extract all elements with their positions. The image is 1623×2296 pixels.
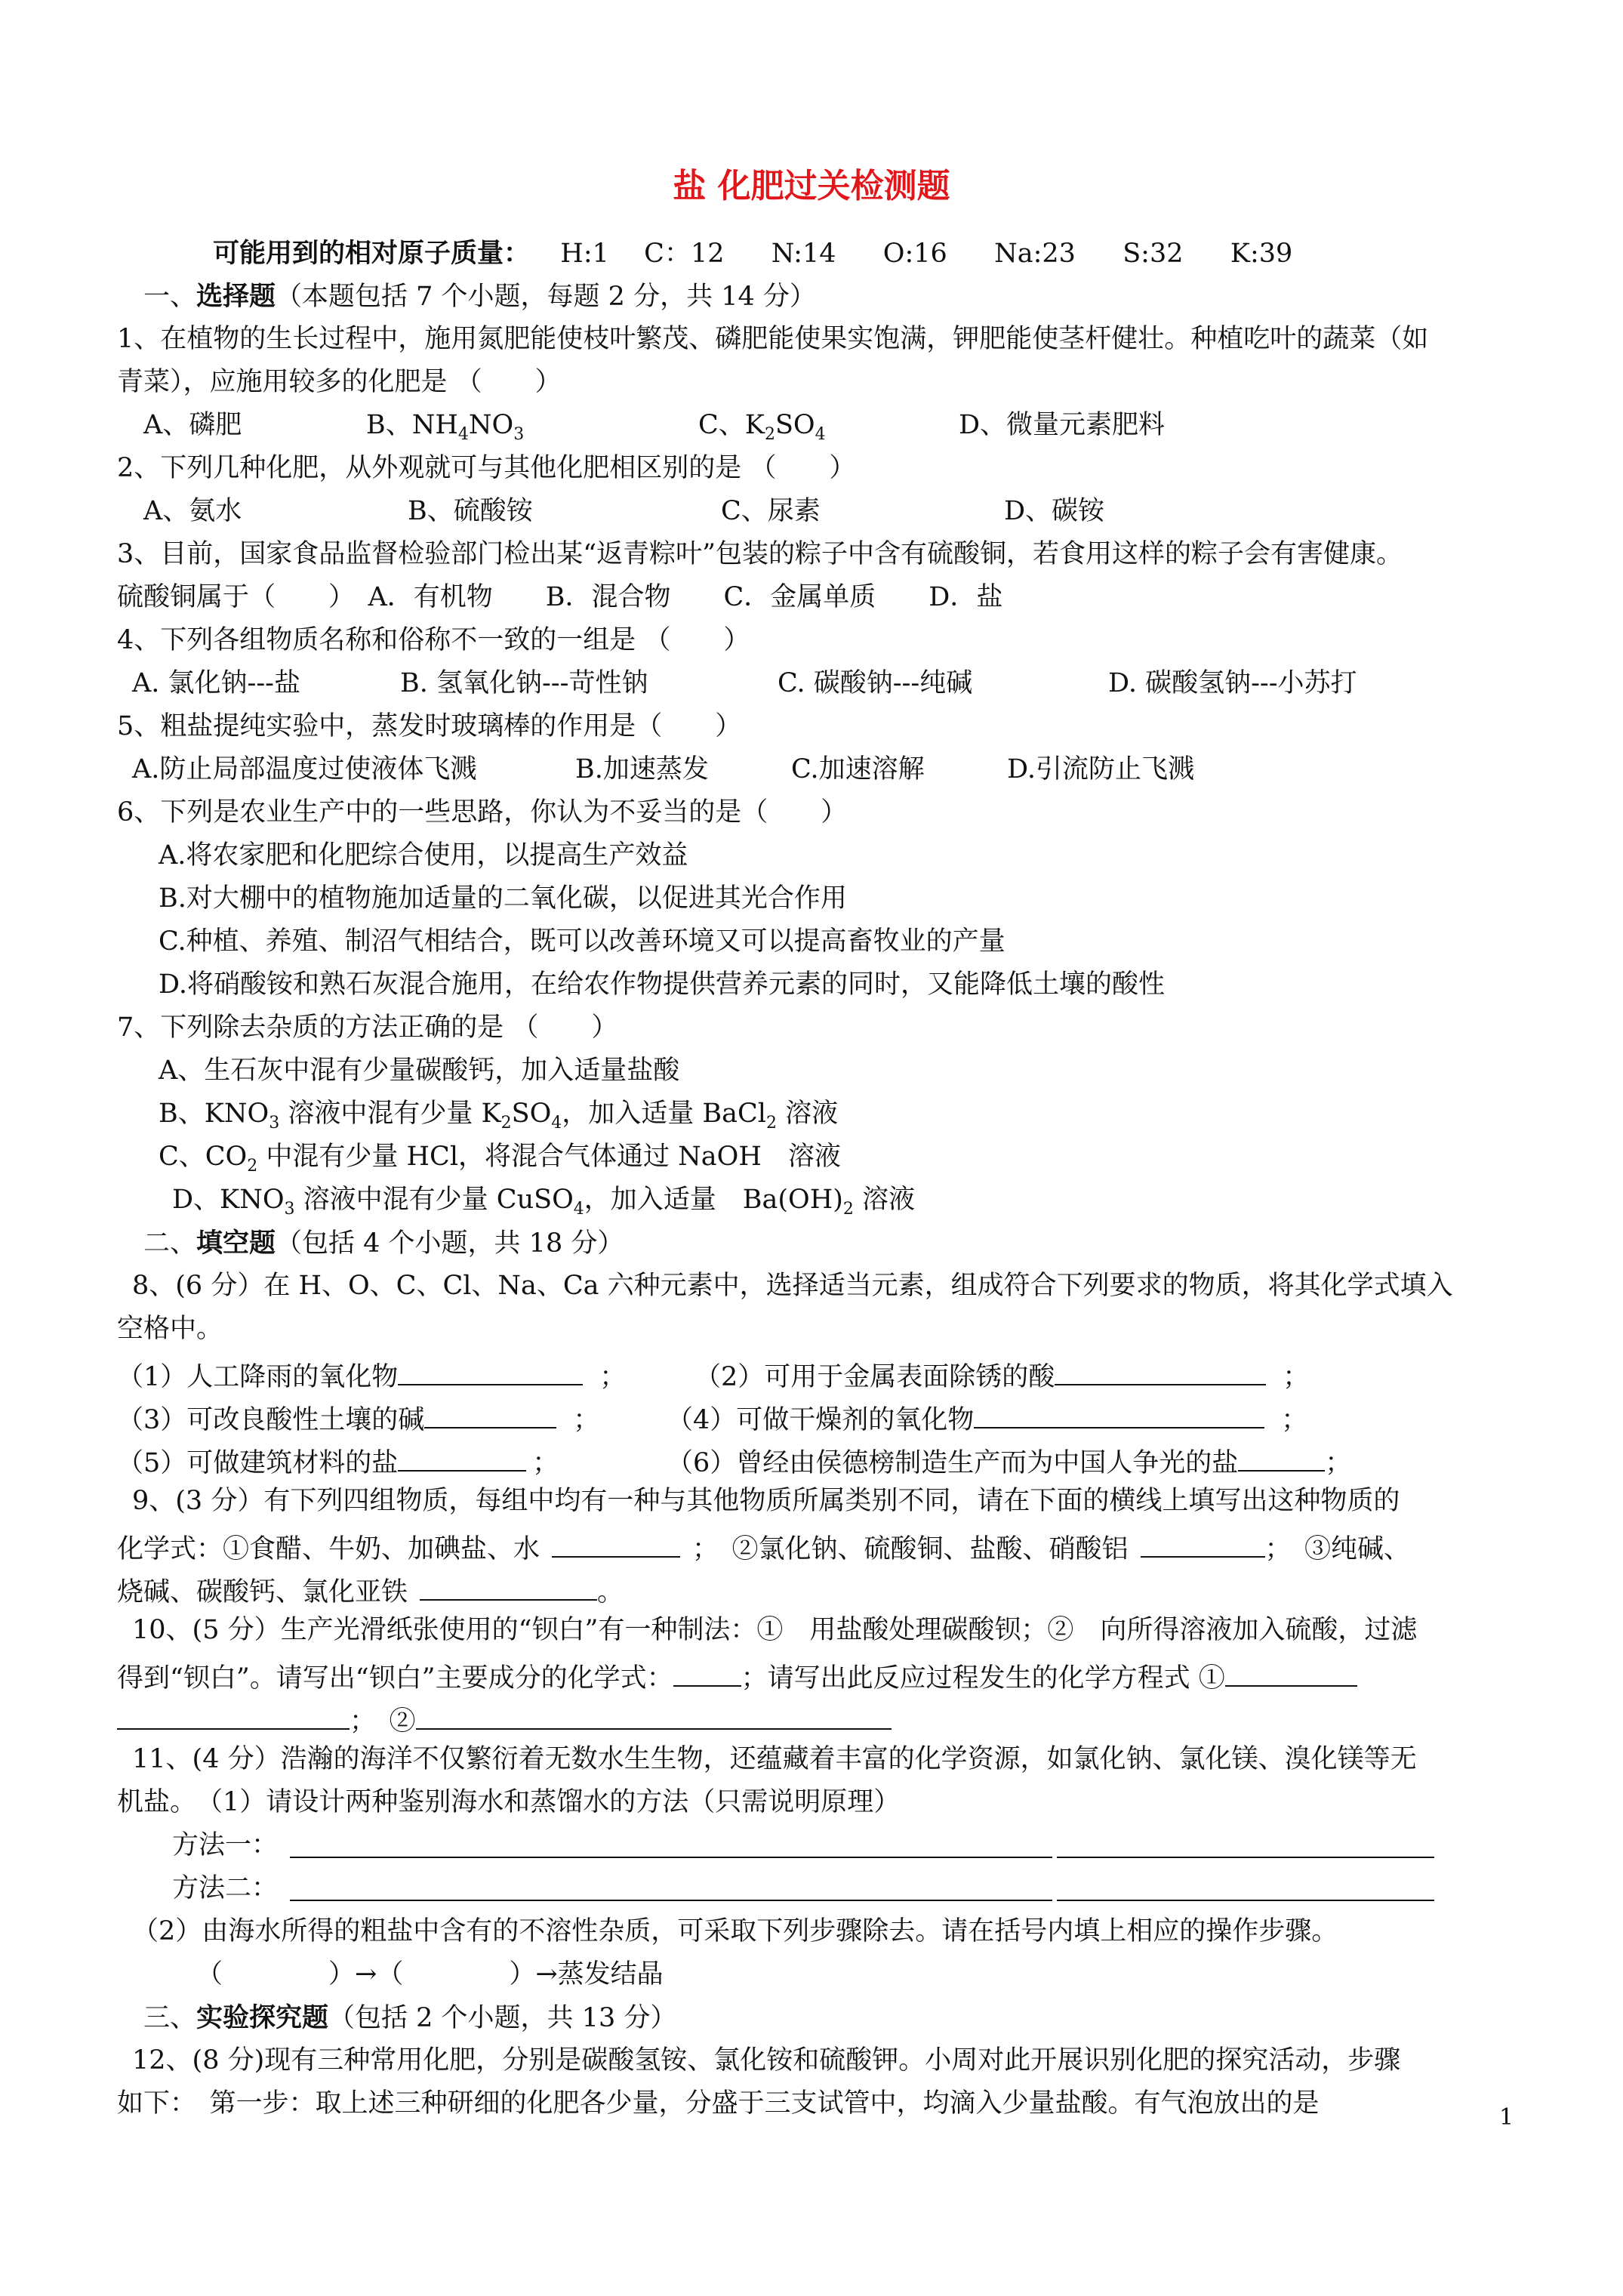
q4-option-d: D. 碳酸氢钠---小苏打: [1108, 668, 1357, 698]
section-1-name: 选择题: [196, 281, 276, 312]
section-3-desc: （包括 2 个小题，共 13 分）: [328, 2003, 677, 2033]
q7-option-a: A、生石灰中混有少量碳酸钙，加入适量盐酸: [159, 1056, 680, 1086]
q7-stem: 7、下列除去杂质的方法正确的是 （ ）: [117, 1012, 618, 1043]
q8-stem-line2: 空格中。: [117, 1314, 223, 1344]
atomic-mass-k: K:39: [1230, 239, 1293, 269]
q9-stem-line2: 化学式：①食醋、牛奶、加碘盐、水 ； ②氯化钠、硫酸铜、盐酸、硝酸铝 ； ③纯碱、: [117, 1523, 1410, 1571]
q10-stem-line1: 10、(5 分）生产光滑纸张使用的“钡白”有一种制法：① 用盐酸处理碳酸钡；② 向所得溶液加入硫酸，过滤: [132, 1615, 1418, 1645]
section-3-num: 三、: [143, 2003, 197, 2033]
q10-stem-line3: ； ②: [117, 1695, 892, 1743]
q10-answer-blank-eq2[interactable]: [416, 1695, 892, 1730]
q2-option-d: D、碳铵: [1004, 496, 1105, 526]
q8-item-6: （6）曾经由侯德榜制造生产而为中国人争光的盐 ；: [667, 1437, 1351, 1485]
q10-answer-blank-formula[interactable]: [673, 1652, 741, 1687]
q5-option-b: B.加速蒸发: [575, 754, 709, 784]
q8-answer-blank-4[interactable]: [974, 1394, 1264, 1428]
q9-stem-line3: 烧碱、碳酸钙、氯化亚铁 。: [117, 1566, 624, 1614]
section-1-desc: （本题包括 7 个小题，每题 2 分，共 14 分）: [276, 282, 816, 312]
section-2-name: 填空题: [196, 1228, 276, 1259]
page-number: 1: [1499, 2104, 1514, 2131]
section-1-heading: [143, 275, 816, 319]
page-title: 盐 化肥过关检测题: [673, 167, 950, 205]
q8-answer-blank-5[interactable]: [398, 1437, 526, 1472]
q3-stem-line2: 硫酸铜属于（ ） A．有机物 B．混合物 C．金属单质 D．盐: [117, 582, 1003, 612]
q5-stem: 5、粗盐提纯实验中，蒸发时玻璃棒的作用是（ ）: [117, 711, 742, 741]
q8-answer-blank-1[interactable]: [398, 1351, 583, 1385]
atomic-mass-n: N:14: [771, 239, 836, 269]
q11-stem-line2: 机盐。 （1）请设计两种鉴别海水和蒸馏水的方法（只需说明原理）: [117, 1787, 901, 1817]
q11-method-2-label: 方法二：: [172, 1873, 279, 1903]
q9-stem-line1: 9、(3 分）有下列四组物质，每组中均有一种与其他物质所属类别不同，请在下面的横线上填写出这种物质的: [132, 1486, 1400, 1516]
q12-stem-line1: 12、(8 分)现有三种常用化肥，分别是碳酸氢铵、氯化铵和硫酸钾。小周对此开展识别化肥的探究活动，步骤: [132, 2045, 1401, 2076]
section-1-num: 一、: [143, 282, 197, 312]
atomic-mass-na: Na:23: [994, 239, 1076, 269]
q11-method-1-label: 方法一：: [172, 1830, 279, 1860]
q5-option-c: C.加速溶解: [791, 754, 925, 784]
q11-method-2-line-b[interactable]: [1057, 1900, 1434, 1901]
q11-steps: （ ）→（ ）→蒸发结晶: [196, 1959, 664, 1989]
q2-option-b: B、硫酸铵: [408, 496, 533, 526]
q11-method-2-line-a[interactable]: [290, 1900, 1052, 1901]
q11-stem-line1: 11、(4 分）浩瀚的海洋不仅繁衍着无数水生生物，还蕴藏着丰富的化学资源，如氯化钠、氯化镁、溴化镁等无: [132, 1744, 1417, 1774]
q6-option-c: C.种植、养殖、制沼气相结合，既可以改善环境又可以提高畜牧业的产量: [159, 926, 1006, 957]
q2-option-a: A、氨水: [143, 496, 242, 526]
q6-stem: 6、下列是农业生产中的一些思路，你认为不妥当的是（ ）: [117, 797, 848, 827]
q1-stem-line1: 1、在植物的生长过程中，施用氮肥能使枝叶繁茂、磷肥能使果实饱满，钾肥能使茎杆健壮。种植吃叶的蔬菜（如: [117, 324, 1429, 354]
atomic-mass-label: 可能用到的相对原子质量：: [213, 238, 531, 269]
q4-stem: 4、下列各组物质名称和俗称不一致的一组是 （ ）: [117, 625, 750, 655]
q10-answer-blank-eq1b[interactable]: [117, 1695, 350, 1730]
q6-option-b: B.对大棚中的植物施加适量的二氧化碳，以促进其光合作用: [159, 883, 847, 914]
q1-option-d: D、微量元素肥料: [959, 410, 1166, 440]
q6-option-d: D.将硝酸铵和熟石灰混合施用，在给农作物提供营养元素的同时，又能降低土壤的酸性: [159, 969, 1165, 1000]
q8-answer-blank-6[interactable]: [1238, 1437, 1325, 1472]
q1-option-b: B、$NH_4NO_3$: [366, 410, 525, 444]
q8-stem-line1: 8、(6 分）在 H、O、C、Cl、Na、Ca 六种元素中，选择适当元素，组成符合下列要求的物质，将其化学式填入: [132, 1271, 1453, 1301]
section-2-heading: [143, 1222, 624, 1265]
q7-option-b: B、$KNO_3$ 溶液中混有少量 $K_2SO_4$，加入适量 BaCl$_2$ 溶液: [159, 1099, 839, 1133]
q8-item-2: （2）可用于金属表面除锈的酸 ；: [694, 1351, 1309, 1399]
q2-stem: 2、下列几种化肥，从外观就可与其他化肥相区别的是 （ ）: [117, 453, 856, 483]
atomic-mass-line: [213, 232, 1292, 276]
q8-item-5: （5）可做建筑材料的盐 ；: [117, 1437, 559, 1485]
section-3-heading: [143, 1996, 676, 2040]
q10-answer-blank-eq1a[interactable]: [1225, 1652, 1357, 1687]
atomic-mass-h: H:1: [560, 239, 609, 269]
q9-answer-blank-3[interactable]: [420, 1566, 597, 1601]
atomic-mass-o: O:16: [882, 239, 947, 269]
q11-stem-line5: （2）由海水所得的粗盐中含有的不溶性杂质，可采取下列步骤除去。请在括号内填上相应的操作步骤。: [132, 1916, 1338, 1946]
q11-method-1-line-b[interactable]: [1057, 1857, 1434, 1858]
q8-answer-blank-3[interactable]: [424, 1394, 556, 1428]
q3-stem-line1: 3、目前，国家食品监督检验部门检出某“返青粽叶”包装的粽子中含有硫酸铜，若食用这样的粽子会有害健康。: [117, 539, 1403, 569]
q11-method-1-line-a[interactable]: [290, 1857, 1052, 1858]
q12-stem-line2: 如下： 第一步：取上述三种研细的化肥各少量，分盛于三支试管中，均滴入少量盐酸。有气泡放出的是: [117, 2088, 1320, 2119]
q9-answer-blank-2[interactable]: [1141, 1523, 1265, 1558]
q7-option-d: D、$KNO_3$ 溶液中混有少量 CuSO$_4$，加入适量 $Ba(OH)_2$ 溶液: [172, 1185, 916, 1219]
section-2-desc: （包括 4 个小题，共 18 分）: [276, 1228, 624, 1259]
q6-option-a: A.将农家肥和化肥综合使用，以提高生产效益: [159, 840, 688, 871]
q7-option-c: C、$CO_2$ 中混有少量 HCl，将混合气体通过 NaOH 溶液: [159, 1142, 841, 1176]
atomic-mass-s: S:32: [1123, 239, 1184, 269]
q1-option-c: C、$K_2SO_4$: [698, 410, 826, 444]
q10-stem-line2: 得到“钡白”。请写出“钡白”主要成分的化学式： ；请写出此反应过程发生的化学方程式 ①: [117, 1652, 1357, 1700]
section-3-name: 实验探究题: [196, 2002, 329, 2033]
q4-option-c: C. 碳酸钠---纯碱: [778, 668, 973, 698]
q1-stem-line2: 青菜），应施用较多的化肥是 （ ）: [117, 367, 562, 397]
q4-option-a: A. 氯化钠---盐: [132, 668, 301, 698]
q5-option-d: D.引流防止飞溅: [1007, 754, 1194, 784]
q9-answer-blank-1[interactable]: [552, 1523, 680, 1558]
atomic-mass-c: C：12: [644, 239, 725, 269]
q8-item-3: （3）可改良酸性土壤的碱 ；: [117, 1394, 599, 1442]
q1-option-a: A、磷肥: [143, 410, 242, 440]
q4-option-b: B. 氢氧化钠---苛性钠: [400, 668, 648, 698]
q8-answer-blank-2[interactable]: [1055, 1351, 1266, 1385]
q8-item-4: （4）可做干燥剂的氧化物 ；: [667, 1394, 1307, 1442]
q5-option-a: A.防止局部温度过使液体飞溅: [132, 754, 477, 784]
q8-item-1: （1）人工降雨的氧化物 ；: [117, 1351, 626, 1399]
section-2-num: 二、: [143, 1228, 197, 1259]
q2-option-c: C、尿素: [721, 496, 821, 526]
